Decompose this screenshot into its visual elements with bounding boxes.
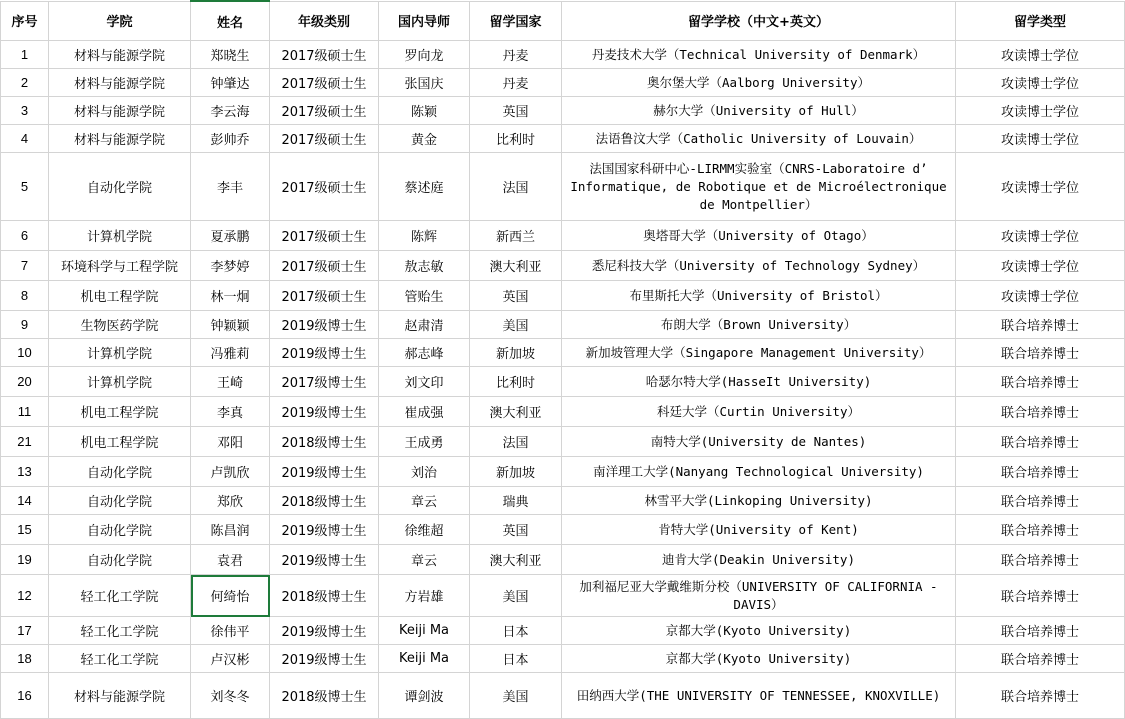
table-row	[1, 251, 1125, 281]
table-row	[1, 575, 1125, 617]
table-row	[1, 125, 1125, 153]
cell-type[interactable]: 攻读博士学位	[956, 221, 1125, 251]
table-row	[1, 339, 1125, 367]
cell-index[interactable]: 4	[1, 125, 49, 153]
cell-name[interactable]: 钟颖颖	[191, 311, 270, 339]
cell-grade[interactable]: 2019级博士生	[270, 617, 379, 645]
cell-country[interactable]: 比利时	[470, 367, 562, 397]
cell-type[interactable]: 联合培养博士	[956, 339, 1125, 367]
table-row	[1, 367, 1125, 397]
cell-country[interactable]: 澳大利亚	[470, 545, 562, 575]
table-row	[1, 515, 1125, 545]
cell-index[interactable]: 6	[1, 221, 49, 251]
cell-type[interactable]: 联合培养博士	[956, 427, 1125, 457]
cell-college[interactable]: 生物医药学院	[49, 311, 191, 339]
cell-index[interactable]: 17	[1, 617, 49, 645]
header-school[interactable]: 留学学校（中文+英文）	[562, 1, 956, 41]
cell-grade[interactable]: 2018级博士生	[270, 673, 379, 719]
cell-country[interactable]: 新西兰	[470, 221, 562, 251]
cell-index[interactable]: 11	[1, 397, 49, 427]
cell-country[interactable]: 瑞典	[470, 487, 562, 515]
table-row	[1, 41, 1125, 69]
cell-advisor[interactable]: 陈辉	[379, 221, 470, 251]
cell-college[interactable]: 机电工程学院	[49, 281, 191, 311]
cell-grade[interactable]: 2017级硕士生	[270, 281, 379, 311]
cell-country[interactable]: 英国	[470, 97, 562, 125]
cell-grade[interactable]: 2018级博士生	[270, 575, 379, 617]
cell-school[interactable]: 迪肯大学(Deakin University)	[562, 545, 956, 575]
cell-index[interactable]: 7	[1, 251, 49, 281]
cell-advisor[interactable]: 赵肃清	[379, 311, 470, 339]
cell-grade[interactable]: 2019级博士生	[270, 397, 379, 427]
cell-grade[interactable]: 2017级硕士生	[270, 221, 379, 251]
cell-type[interactable]: 联合培养博士	[956, 575, 1125, 617]
cell-college[interactable]: 材料与能源学院	[49, 41, 191, 69]
cell-name[interactable]: 李梦婷	[191, 251, 270, 281]
cell-country[interactable]: 澳大利亚	[470, 397, 562, 427]
cell-name[interactable]: 袁君	[191, 545, 270, 575]
header-row	[1, 1, 1125, 41]
cell-type[interactable]: 攻读博士学位	[956, 69, 1125, 97]
cell-college[interactable]: 轻工化工学院	[49, 575, 191, 617]
cell-name[interactable]: 刘冬冬	[191, 673, 270, 719]
cell-country[interactable]: 美国	[470, 673, 562, 719]
cell-college[interactable]: 自动化学院	[49, 545, 191, 575]
cell-school[interactable]: 新加坡管理大学（Singapore Management University）	[562, 339, 956, 367]
cell-grade[interactable]: 2017级硕士生	[270, 97, 379, 125]
cell-school[interactable]: 奥塔哥大学（University of Otago）	[562, 221, 956, 251]
cell-grade[interactable]: 2017级硕士生	[270, 69, 379, 97]
cell-grade[interactable]: 2017级硕士生	[270, 153, 379, 221]
cell-index[interactable]: 19	[1, 545, 49, 575]
cell-school[interactable]: 赫尔大学（University of Hull）	[562, 97, 956, 125]
cell-grade[interactable]: 2019级博士生	[270, 515, 379, 545]
cell-name[interactable]: 李真	[191, 397, 270, 427]
cell-college[interactable]: 计算机学院	[49, 221, 191, 251]
cell-college[interactable]: 计算机学院	[49, 367, 191, 397]
cell-college[interactable]: 自动化学院	[49, 487, 191, 515]
cell-name[interactable]: 陈昌润	[191, 515, 270, 545]
cell-school[interactable]: 田纳西大学(THE UNIVERSITY OF TENNESSEE, KNOXVILLE)	[562, 673, 956, 719]
cell-advisor[interactable]: 刘治	[379, 457, 470, 487]
table-row	[1, 221, 1125, 251]
cell-school[interactable]: 哈瑟尔特大学(HasseIt University)	[562, 367, 956, 397]
cell-college[interactable]: 环境科学与工程学院	[49, 251, 191, 281]
cell-school[interactable]: 南特大学(University de Nantes)	[562, 427, 956, 457]
cell-type[interactable]: 联合培养博士	[956, 673, 1125, 719]
cell-college[interactable]: 材料与能源学院	[49, 673, 191, 719]
cell-college[interactable]: 轻工化工学院	[49, 645, 191, 673]
cell-college[interactable]: 自动化学院	[49, 153, 191, 221]
cell-advisor[interactable]: 刘文印	[379, 367, 470, 397]
cell-school[interactable]: 法国国家科研中心-LIRMM实验室（CNRS-Laboratoire d’ Informatique, de Robotique et de Microélectronique de Montpellier）	[562, 153, 956, 221]
table-row	[1, 645, 1125, 673]
cell-school[interactable]: 奥尔堡大学（Aalborg University）	[562, 69, 956, 97]
table-row	[1, 457, 1125, 487]
header-grade[interactable]: 年级类别	[270, 1, 379, 41]
cell-type[interactable]: 攻读博士学位	[956, 281, 1125, 311]
cell-country[interactable]: 丹麦	[470, 41, 562, 69]
cell-advisor[interactable]: 陈颖	[379, 97, 470, 125]
table-row	[1, 617, 1125, 645]
cell-advisor[interactable]: Keiji Ma	[379, 645, 470, 673]
cell-country[interactable]: 英国	[470, 281, 562, 311]
cell-index[interactable]: 5	[1, 153, 49, 221]
cell-name[interactable]: 卢汉彬	[191, 645, 270, 673]
header-advisor[interactable]: 国内导师	[379, 1, 470, 41]
cell-type[interactable]: 攻读博士学位	[956, 125, 1125, 153]
header-type[interactable]: 留学类型	[956, 1, 1125, 41]
cell-advisor[interactable]: 崔成强	[379, 397, 470, 427]
cell-name[interactable]: 李丰	[191, 153, 270, 221]
cell-school[interactable]: 京都大学(Kyoto University)	[562, 645, 956, 673]
cell-advisor[interactable]: 黄金	[379, 125, 470, 153]
cell-school[interactable]: 肯特大学(University of Kent)	[562, 515, 956, 545]
cell-advisor[interactable]: 管贻生	[379, 281, 470, 311]
cell-college[interactable]: 机电工程学院	[49, 427, 191, 457]
cell-type[interactable]: 联合培养博士	[956, 311, 1125, 339]
header-name[interactable]: 姓名	[191, 1, 270, 41]
cell-index[interactable]: 2	[1, 69, 49, 97]
cell-school[interactable]: 科廷大学（Curtin University）	[562, 397, 956, 427]
table-row	[1, 69, 1125, 97]
table-row	[1, 281, 1125, 311]
cell-index[interactable]: 21	[1, 427, 49, 457]
cell-grade[interactable]: 2019级博士生	[270, 311, 379, 339]
cell-college[interactable]: 计算机学院	[49, 339, 191, 367]
cell-index[interactable]: 8	[1, 281, 49, 311]
cell-advisor[interactable]: 张国庆	[379, 69, 470, 97]
cell-name[interactable]: 何绮怡	[191, 575, 270, 617]
cell-name[interactable]: 卢凯欣	[191, 457, 270, 487]
cell-country[interactable]: 美国	[470, 311, 562, 339]
cell-type[interactable]: 联合培养博士	[956, 487, 1125, 515]
cell-country[interactable]: 法国	[470, 153, 562, 221]
table-row	[1, 545, 1125, 575]
cell-country[interactable]: 美国	[470, 575, 562, 617]
cell-index[interactable]: 1	[1, 41, 49, 69]
cell-index[interactable]: 16	[1, 673, 49, 719]
cell-type[interactable]: 攻读博士学位	[956, 153, 1125, 221]
cell-country[interactable]: 丹麦	[470, 69, 562, 97]
cell-country[interactable]: 澳大利亚	[470, 251, 562, 281]
cell-school[interactable]: 法语鲁汶大学（Catholic University of Louvain）	[562, 125, 956, 153]
cell-school[interactable]: 丹麦技术大学（Technical University of Denmark）	[562, 41, 956, 69]
cell-country[interactable]: 比利时	[470, 125, 562, 153]
cell-index[interactable]: 13	[1, 457, 49, 487]
cell-type[interactable]: 联合培养博士	[956, 457, 1125, 487]
cell-name[interactable]: 夏承鹏	[191, 221, 270, 251]
header-country[interactable]: 留学国家	[470, 1, 562, 41]
cell-type[interactable]: 联合培养博士	[956, 645, 1125, 673]
cell-school[interactable]: 京都大学(Kyoto University)	[562, 617, 956, 645]
table-row	[1, 673, 1125, 719]
cell-advisor[interactable]: 王成勇	[379, 427, 470, 457]
cell-name[interactable]: 冯雅莉	[191, 339, 270, 367]
cell-grade[interactable]: 2019级博士生	[270, 645, 379, 673]
cell-type[interactable]: 联合培养博士	[956, 367, 1125, 397]
cell-advisor[interactable]: 方岩雄	[379, 575, 470, 617]
cell-type[interactable]: 攻读博士学位	[956, 97, 1125, 125]
cell-grade[interactable]: 2017级硕士生	[270, 41, 379, 69]
cell-grade[interactable]: 2017级硕士生	[270, 251, 379, 281]
header-college[interactable]: 学院	[49, 1, 191, 41]
cell-name[interactable]: 李云海	[191, 97, 270, 125]
cell-grade[interactable]: 2019级博士生	[270, 457, 379, 487]
cell-country[interactable]: 新加坡	[470, 339, 562, 367]
cell-name[interactable]: 林一炯	[191, 281, 270, 311]
cell-index[interactable]: 14	[1, 487, 49, 515]
cell-type[interactable]: 攻读博士学位	[956, 41, 1125, 69]
cell-country[interactable]: 法国	[470, 427, 562, 457]
cell-college[interactable]: 轻工化工学院	[49, 617, 191, 645]
cell-advisor[interactable]: 徐维超	[379, 515, 470, 545]
cell-name[interactable]: 钟肇达	[191, 69, 270, 97]
cell-grade[interactable]: 2017级硕士生	[270, 125, 379, 153]
cell-school[interactable]: 布里斯托大学（University of Bristol）	[562, 281, 956, 311]
cell-type[interactable]: 攻读博士学位	[956, 251, 1125, 281]
cell-grade[interactable]: 2019级博士生	[270, 545, 379, 575]
cell-advisor[interactable]: 蔡述庭	[379, 153, 470, 221]
cell-college[interactable]: 自动化学院	[49, 457, 191, 487]
cell-index[interactable]: 3	[1, 97, 49, 125]
cell-type[interactable]: 联合培养博士	[956, 515, 1125, 545]
cell-advisor[interactable]: 罗向龙	[379, 41, 470, 69]
cell-school[interactable]: 南洋理工大学(Nanyang Technological University)	[562, 457, 956, 487]
cell-country[interactable]: 日本	[470, 645, 562, 673]
table-row	[1, 427, 1125, 457]
cell-name[interactable]: 彭帅乔	[191, 125, 270, 153]
cell-name[interactable]: 郑欣	[191, 487, 270, 515]
table-row	[1, 397, 1125, 427]
cell-advisor[interactable]: 章云	[379, 487, 470, 515]
cell-name[interactable]: 徐伟平	[191, 617, 270, 645]
cell-country[interactable]: 新加坡	[470, 457, 562, 487]
cell-advisor[interactable]: 谭剑波	[379, 673, 470, 719]
table-row	[1, 97, 1125, 125]
cell-index[interactable]: 15	[1, 515, 49, 545]
cell-index[interactable]: 12	[1, 575, 49, 617]
cell-advisor[interactable]: Keiji Ma	[379, 617, 470, 645]
header-index[interactable]: 序号	[1, 1, 49, 41]
table-row	[1, 153, 1125, 221]
cell-advisor[interactable]: 章云	[379, 545, 470, 575]
cell-name[interactable]: 王崎	[191, 367, 270, 397]
cell-advisor[interactable]: 敖志敏	[379, 251, 470, 281]
cell-index[interactable]: 10	[1, 339, 49, 367]
cell-college[interactable]: 机电工程学院	[49, 397, 191, 427]
cell-college[interactable]: 自动化学院	[49, 515, 191, 545]
cell-school[interactable]: 悉尼科技大学（University of Technology Sydney）	[562, 251, 956, 281]
cell-college[interactable]: 材料与能源学院	[49, 69, 191, 97]
cell-country[interactable]: 日本	[470, 617, 562, 645]
cell-name[interactable]: 邓阳	[191, 427, 270, 457]
cell-advisor[interactable]: 郝志峰	[379, 339, 470, 367]
cell-index[interactable]: 20	[1, 367, 49, 397]
cell-name[interactable]: 郑晓生	[191, 41, 270, 69]
cell-type[interactable]: 联合培养博士	[956, 545, 1125, 575]
cell-index[interactable]: 18	[1, 645, 49, 673]
table-row	[1, 487, 1125, 515]
cell-type[interactable]: 联合培养博士	[956, 617, 1125, 645]
cell-grade[interactable]: 2018级博士生	[270, 487, 379, 515]
cell-college[interactable]: 材料与能源学院	[49, 125, 191, 153]
table-row	[1, 311, 1125, 339]
cell-grade[interactable]: 2019级博士生	[270, 339, 379, 367]
cell-index[interactable]: 9	[1, 311, 49, 339]
cell-type[interactable]: 联合培养博士	[956, 397, 1125, 427]
cell-grade[interactable]: 2017级博士生	[270, 367, 379, 397]
cell-school[interactable]: 林雪平大学(Linkoping University)	[562, 487, 956, 515]
cell-country[interactable]: 英国	[470, 515, 562, 545]
cell-school[interactable]: 布朗大学（Brown University）	[562, 311, 956, 339]
cell-college[interactable]: 材料与能源学院	[49, 97, 191, 125]
cell-grade[interactable]: 2018级博士生	[270, 427, 379, 457]
cell-school[interactable]: 加利福尼亚大学戴维斯分校（UNIVERSITY OF CALIFORNIA - DAVIS）	[562, 575, 956, 617]
